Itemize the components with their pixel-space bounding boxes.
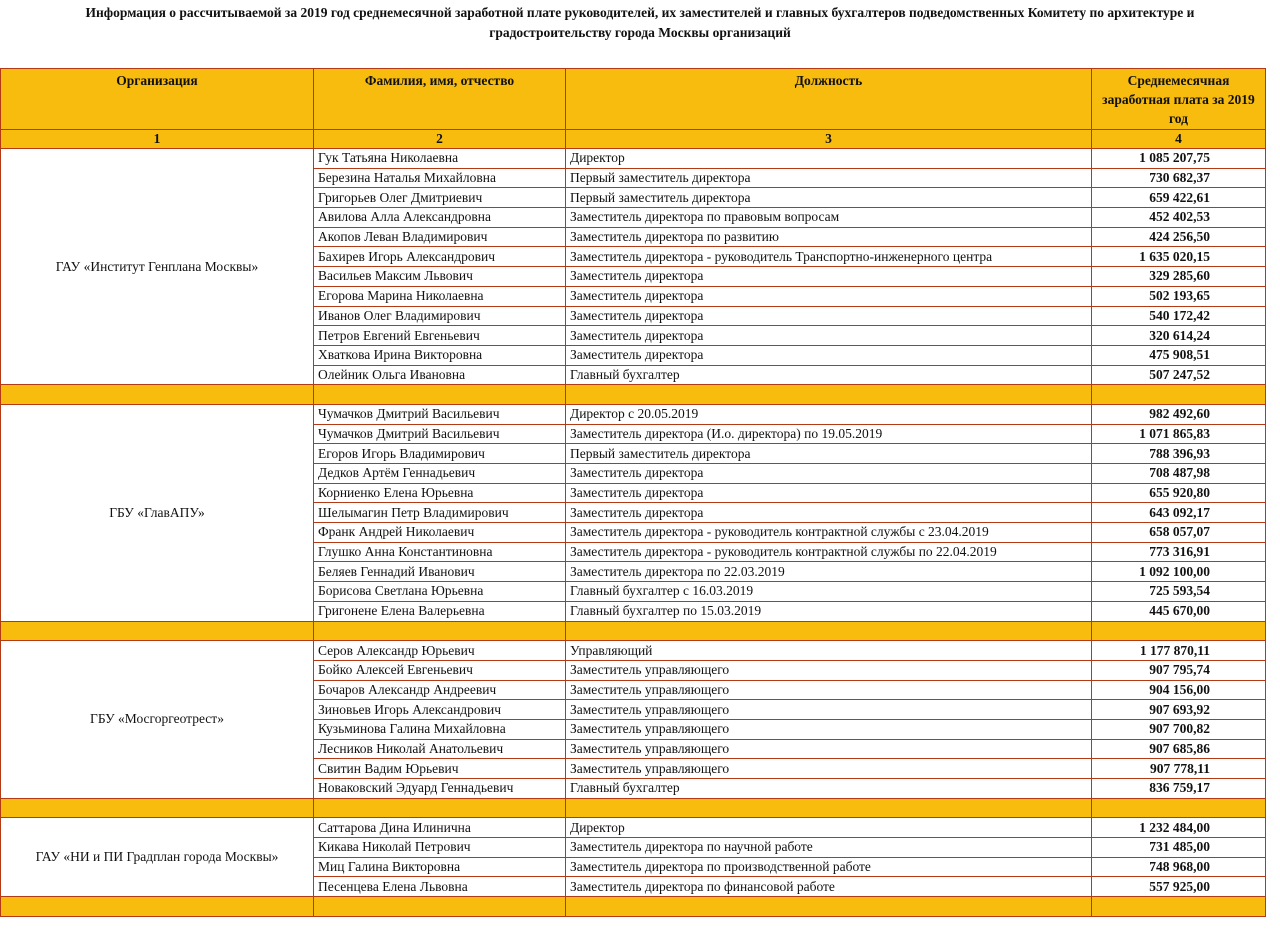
position-title: Заместитель управляющего — [566, 700, 1092, 720]
salary-value: 445 670,00 — [1092, 601, 1266, 621]
position-title: Заместитель директора по производственной работе — [566, 857, 1092, 877]
person-name: Березина Наталья Михайловна — [314, 168, 566, 188]
salary-value: 424 256,50 — [1092, 227, 1266, 247]
organization-name: ГАУ «НИ и ПИ Градплан города Москвы» — [1, 818, 314, 897]
separator-cell — [566, 385, 1092, 405]
position-title: Директор — [566, 818, 1092, 838]
person-name: Бойко Алексей Евгеньевич — [314, 660, 566, 680]
position-title: Управляющий — [566, 641, 1092, 661]
position-title: Заместитель управляющего — [566, 660, 1092, 680]
person-name: Акопов Леван Владимирович — [314, 227, 566, 247]
header-name: Фамилия, имя, отчество — [314, 69, 566, 130]
organization-name: ГАУ «Институт Генплана Москвы» — [1, 149, 314, 385]
position-title: Главный бухгалтер — [566, 365, 1092, 385]
column-number: 3 — [566, 130, 1092, 149]
salary-value: 655 920,80 — [1092, 483, 1266, 503]
separator-row — [1, 897, 1266, 917]
organization-name: ГБУ «ГлавАПУ» — [1, 404, 314, 621]
person-name: Корниенко Елена Юрьевна — [314, 483, 566, 503]
salary-value: 1 085 207,75 — [1092, 149, 1266, 169]
position-title: Заместитель директора по правовым вопросам — [566, 208, 1092, 228]
separator-cell — [314, 897, 566, 917]
separator-cell — [314, 798, 566, 818]
separator-cell — [566, 897, 1092, 917]
column-number: 1 — [1, 130, 314, 149]
person-name: Шелымагин Петр Владимирович — [314, 503, 566, 523]
salary-value: 659 422,61 — [1092, 188, 1266, 208]
position-title: Заместитель директора — [566, 464, 1092, 484]
person-name: Песенцева Елена Львовна — [314, 877, 566, 897]
position-title: Заместитель управляющего — [566, 680, 1092, 700]
separator-cell — [1092, 385, 1266, 405]
salary-table — [0, 68, 1266, 917]
separator-cell — [314, 621, 566, 641]
person-name: Авилова Алла Александровна — [314, 208, 566, 228]
person-name: Лесников Николай Анатольевич — [314, 739, 566, 759]
position-title: Заместитель директора — [566, 286, 1092, 306]
organization-name: ГБУ «Мосгоргеотрест» — [1, 641, 314, 799]
person-name: Новаковский Эдуард Геннадьевич — [314, 779, 566, 799]
person-name: Дедков Артём Геннадьевич — [314, 464, 566, 484]
person-name: Егорова Марина Николаевна — [314, 286, 566, 306]
position-title: Заместитель директора по развитию — [566, 227, 1092, 247]
person-name: Бахирев Игорь Александрович — [314, 247, 566, 267]
separator-cell — [1, 621, 314, 641]
column-number-row — [1, 130, 1266, 149]
position-title: Первый заместитель директора — [566, 168, 1092, 188]
salary-value: 1 092 100,00 — [1092, 562, 1266, 582]
header-org: Организация — [1, 69, 314, 130]
position-title: Заместитель директора (И.о. директора) по 19.05.2019 — [566, 424, 1092, 444]
separator-cell — [314, 385, 566, 405]
salary-value: 1 071 865,83 — [1092, 424, 1266, 444]
title-line-1: Информация о рассчитываемой за 2019 год среднемесячной заработной плате руководителей, их заместителей и главных бухгалтеров подведомственных Комитету по архитектуре и — [85, 5, 1195, 20]
salary-value: 730 682,37 — [1092, 168, 1266, 188]
table-row — [1, 404, 1266, 424]
person-name: Кикава Николай Петрович — [314, 838, 566, 858]
title-line-2: градостроительству города Москвы организаций — [489, 25, 791, 40]
header-position: Должность — [566, 69, 1092, 130]
position-title: Заместитель директора — [566, 306, 1092, 326]
person-name: Хваткова Ирина Викторовна — [314, 345, 566, 365]
header-salary: Среднемесячная заработная плата за 2019 год — [1092, 69, 1266, 130]
position-title: Заместитель директора — [566, 326, 1092, 346]
person-name: Миц Галина Викторовна — [314, 857, 566, 877]
separator-cell — [1092, 798, 1266, 818]
separator-cell — [1, 897, 314, 917]
separator-cell — [1, 798, 314, 818]
table-body — [1, 149, 1266, 917]
salary-value: 708 487,98 — [1092, 464, 1266, 484]
position-title: Первый заместитель директора — [566, 188, 1092, 208]
position-title: Заместитель директора - руководитель контрактной службы с 23.04.2019 — [566, 523, 1092, 543]
person-name: Кузьминова Галина Михайловна — [314, 719, 566, 739]
salary-value: 907 685,86 — [1092, 739, 1266, 759]
person-name: Григорьев Олег Дмитриевич — [314, 188, 566, 208]
position-title: Заместитель директора — [566, 345, 1092, 365]
position-title: Заместитель директора по 22.03.2019 — [566, 562, 1092, 582]
position-title: Главный бухгалтер — [566, 779, 1092, 799]
position-title: Заместитель управляющего — [566, 759, 1092, 779]
header-row — [1, 69, 1266, 130]
person-name: Чумачков Дмитрий Васильевич — [314, 404, 566, 424]
salary-value: 773 316,91 — [1092, 542, 1266, 562]
person-name: Гук Татьяна Николаевна — [314, 149, 566, 169]
position-title: Заместитель управляющего — [566, 739, 1092, 759]
separator-row — [1, 621, 1266, 641]
position-title: Заместитель директора - руководитель Транспортно-инженерного центра — [566, 247, 1092, 267]
salary-value: 982 492,60 — [1092, 404, 1266, 424]
salary-value: 320 614,24 — [1092, 326, 1266, 346]
person-name: Олейник Ольга Ивановна — [314, 365, 566, 385]
person-name: Бочаров Александр Андреевич — [314, 680, 566, 700]
column-number: 4 — [1092, 130, 1266, 149]
salary-value: 557 925,00 — [1092, 877, 1266, 897]
salary-value: 748 968,00 — [1092, 857, 1266, 877]
person-name: Свитин Вадим Юрьевич — [314, 759, 566, 779]
salary-value: 475 908,51 — [1092, 345, 1266, 365]
person-name: Чумачков Дмитрий Васильевич — [314, 424, 566, 444]
salary-value: 788 396,93 — [1092, 444, 1266, 464]
salary-value: 658 057,07 — [1092, 523, 1266, 543]
separator-cell — [566, 798, 1092, 818]
salary-value: 725 593,54 — [1092, 582, 1266, 602]
salary-value: 1 232 484,00 — [1092, 818, 1266, 838]
position-title: Заместитель управляющего — [566, 719, 1092, 739]
table-row — [1, 149, 1266, 169]
document-title — [0, 3, 1280, 43]
position-title: Заместитель директора - руководитель контрактной службы по 22.04.2019 — [566, 542, 1092, 562]
salary-value: 731 485,00 — [1092, 838, 1266, 858]
salary-value: 836 759,17 — [1092, 779, 1266, 799]
column-number: 2 — [314, 130, 566, 149]
person-name: Иванов Олег Владимирович — [314, 306, 566, 326]
position-title: Первый заместитель директора — [566, 444, 1092, 464]
position-title: Главный бухгалтер по 15.03.2019 — [566, 601, 1092, 621]
salary-value: 907 778,11 — [1092, 759, 1266, 779]
person-name: Зиновьев Игорь Александрович — [314, 700, 566, 720]
position-title: Директор — [566, 149, 1092, 169]
separator-cell — [1, 385, 314, 405]
position-title: Заместитель директора — [566, 503, 1092, 523]
salary-value: 907 700,82 — [1092, 719, 1266, 739]
salary-value: 643 092,17 — [1092, 503, 1266, 523]
person-name: Егоров Игорь Владимирович — [314, 444, 566, 464]
person-name: Франк Андрей Николаевич — [314, 523, 566, 543]
position-title: Заместитель директора по научной работе — [566, 838, 1092, 858]
person-name: Григонене Елена Валерьевна — [314, 601, 566, 621]
position-title: Директор с 20.05.2019 — [566, 404, 1092, 424]
separator-cell — [1092, 897, 1266, 917]
position-title: Заместитель директора — [566, 267, 1092, 287]
separator-cell — [566, 621, 1092, 641]
separator-row — [1, 385, 1266, 405]
separator-row — [1, 798, 1266, 818]
salary-value: 1 635 020,15 — [1092, 247, 1266, 267]
table-row — [1, 818, 1266, 838]
person-name: Саттарова Дина Илинична — [314, 818, 566, 838]
separator-cell — [1092, 621, 1266, 641]
salary-value: 452 402,53 — [1092, 208, 1266, 228]
salary-value: 540 172,42 — [1092, 306, 1266, 326]
table-row — [1, 641, 1266, 661]
position-title: Заместитель директора по финансовой работе — [566, 877, 1092, 897]
person-name: Беляев Геннадий Иванович — [314, 562, 566, 582]
person-name: Петров Евгений Евгеньевич — [314, 326, 566, 346]
salary-value: 907 693,92 — [1092, 700, 1266, 720]
salary-value: 907 795,74 — [1092, 660, 1266, 680]
person-name: Борисова Светлана Юрьевна — [314, 582, 566, 602]
salary-value: 502 193,65 — [1092, 286, 1266, 306]
position-title: Главный бухгалтер с 16.03.2019 — [566, 582, 1092, 602]
person-name: Васильев Максим Львович — [314, 267, 566, 287]
person-name: Серов Александр Юрьевич — [314, 641, 566, 661]
salary-value: 507 247,52 — [1092, 365, 1266, 385]
position-title: Заместитель директора — [566, 483, 1092, 503]
salary-value: 1 177 870,11 — [1092, 641, 1266, 661]
salary-value: 904 156,00 — [1092, 680, 1266, 700]
person-name: Глушко Анна Константиновна — [314, 542, 566, 562]
salary-value: 329 285,60 — [1092, 267, 1266, 287]
